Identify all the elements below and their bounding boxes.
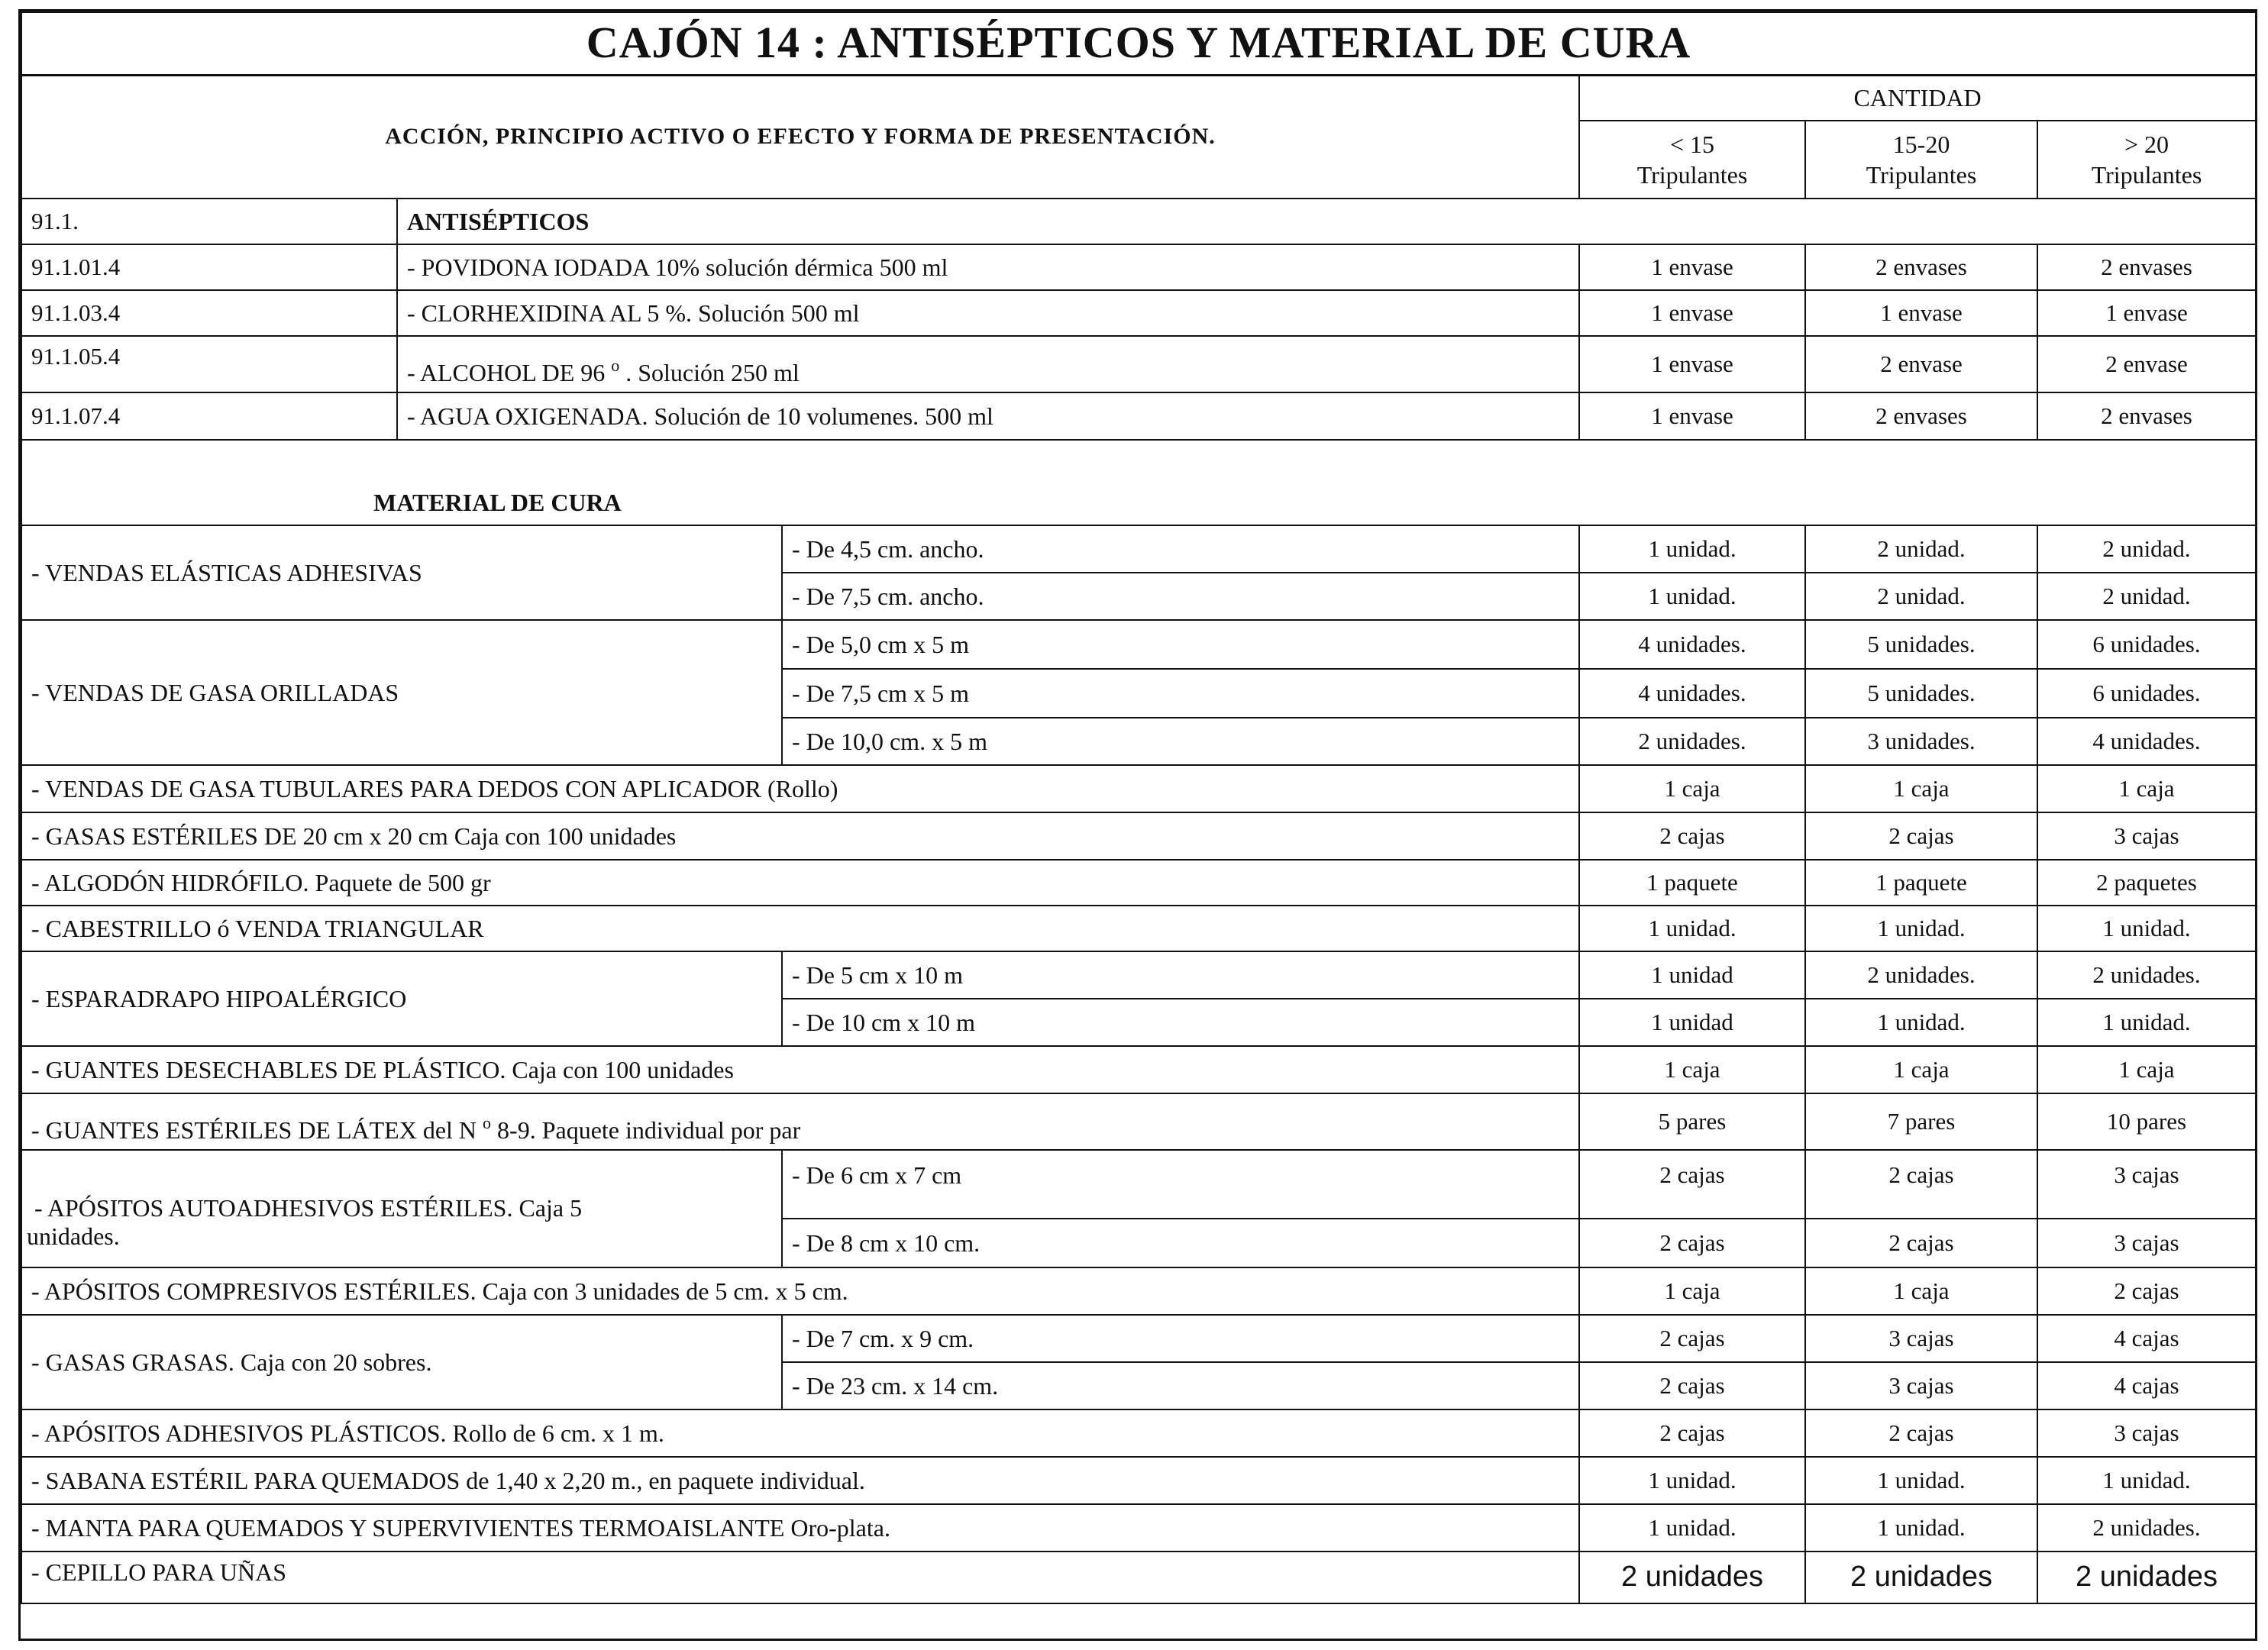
item-name: - VENDAS ELÁSTICAS ADHESIVAS (21, 525, 782, 620)
quantity-cell: 2 unidad. (1805, 573, 2037, 620)
quantity-cell: 4 unidades. (1579, 669, 1805, 718)
quantity-cell: 1 caja (1579, 765, 1805, 812)
item-size: - De 8 cm x 10 cm. (782, 1219, 1579, 1267)
quantity-cell: 1 unidad. (2037, 999, 2256, 1046)
quantity-cell: 1 unidad. (1579, 1504, 1805, 1552)
item-description: - GUANTES DESECHABLES DE PLÁSTICO. Caja con 100 unidades (21, 1046, 1579, 1093)
quantity-cell: 1 unidad (1579, 999, 1805, 1046)
quantity-cell: 3 cajas (2037, 1219, 2256, 1267)
quantity-cell: 2 cajas (1579, 1409, 1805, 1457)
table-row (21, 336, 2256, 392)
quantity-cell: 1 paquete (1579, 860, 1805, 906)
item-description: - VENDAS DE GASA TUBULARES PARA DEDOS CON APLICADOR (Rollo) (21, 765, 1579, 812)
quantity-cell: 4 unidades. (2037, 718, 2256, 765)
quantity-cell: 2 cajas (1805, 1150, 2037, 1219)
quantity-cell: 4 cajas (2037, 1362, 2256, 1409)
quantity-cell: 1 caja (2037, 1046, 2256, 1093)
quantity-cell: 7 pares (1805, 1093, 2037, 1150)
table-row (21, 1315, 2256, 1362)
quantity-cell: 2 cajas (1805, 1409, 2037, 1457)
item-size: - De 7,5 cm. ancho. (782, 573, 1579, 620)
quantity-cell: 1 envase (1805, 290, 2037, 336)
column-header-accion: ACCIÓN, PRINCIPIO ACTIVO O EFECTO Y FORMA DE PRESENTACIÓN. (21, 75, 1579, 199)
quantity-cell: 5 unidades. (1805, 620, 2037, 669)
quantity-cell: 2 cajas (1579, 1362, 1805, 1409)
inventory-table (21, 11, 2257, 1604)
table-row (21, 1267, 2256, 1315)
item-size: - De 6 cm x 7 cm (782, 1150, 1579, 1219)
section-label-antisepticos: ANTISÉPTICOS (397, 199, 2256, 244)
table-row (21, 765, 2256, 812)
item-description: - ALCOHOL DE 96 $^o$ . Solución 250 ml (397, 336, 1579, 392)
item-size: - De 5 cm x 10 m (782, 951, 1579, 999)
column-header-cantidad: CANTIDAD (1579, 75, 2256, 121)
table-row (21, 1409, 2256, 1457)
table-row (21, 525, 2256, 573)
item-code: 91.1.03.4 (21, 290, 397, 336)
quantity-cell: 2 unidad. (1805, 525, 2037, 573)
quantity-cell: 1 unidad. (1579, 573, 1805, 620)
quantity-cell: 1 unidad. (1579, 1457, 1805, 1504)
quantity-cell: 2 unidad. (2037, 525, 2256, 573)
item-description: - CEPILLO PARA UÑAS (21, 1552, 1579, 1603)
quantity-cell: 1 caja (1805, 1046, 2037, 1093)
table-row (21, 906, 2256, 951)
quantity-cell: 2 envases (2037, 392, 2256, 440)
quantity-cell: 1 unidad. (1805, 999, 2037, 1046)
item-name: - ESPARADRAPO HIPOALÉRGICO (21, 951, 782, 1046)
column-header-15-20: 15-20 Tripulantes (1805, 121, 2037, 199)
table-row (21, 1093, 2256, 1150)
item-name: - APÓSITOS AUTOADHESIVOS ESTÉRILES. Caja 5 unidades. (21, 1150, 782, 1267)
quantity-cell: 1 envase (1579, 392, 1805, 440)
item-size: - De 23 cm. x 14 cm. (782, 1362, 1579, 1409)
item-description: - GUANTES ESTÉRILES DE LÁTEX del N $^o$ 8-9. Paquete individual por par (21, 1093, 1579, 1150)
quantity-cell: 1 unidad. (2037, 1457, 2256, 1504)
table-row (21, 812, 2256, 860)
item-code: 91.1.05.4 (21, 336, 397, 392)
quantity-cell: 2 unidades (2037, 1552, 2256, 1603)
item-description: - SABANA ESTÉRIL PARA QUEMADOS de 1,40 x 2,20 m., en paquete individual. (21, 1457, 1579, 1504)
section-code: 91.1. (21, 199, 397, 244)
quantity-cell: 1 envase (2037, 290, 2256, 336)
table-row (21, 860, 2256, 906)
column-header-lt15: < 15 Tripulantes (1579, 121, 1805, 199)
quantity-cell: 2 unidades. (1579, 718, 1805, 765)
quantity-cell: 2 envase (1805, 336, 2037, 392)
item-size: - De 4,5 cm. ancho. (782, 525, 1579, 573)
table-row (21, 1457, 2256, 1504)
item-size: - De 7,5 cm x 5 m (782, 669, 1579, 718)
quantity-cell: 2 envases (1805, 392, 2037, 440)
quantity-cell: 6 unidades. (2037, 669, 2256, 718)
item-description: - CLORHEXIDINA AL 5 %. Solución 500 ml (397, 290, 1579, 336)
table-row (21, 951, 2256, 999)
quantity-cell: 3 cajas (1805, 1362, 2037, 1409)
quantity-cell: 2 unidades (1805, 1552, 2037, 1603)
quantity-cell: 3 cajas (2037, 812, 2256, 860)
item-size: - De 5,0 cm x 5 m (782, 620, 1579, 669)
quantity-cell: 3 unidades. (1805, 718, 2037, 765)
column-header-gt20: > 20 Tripulantes (2037, 121, 2256, 199)
quantity-cell: 3 cajas (2037, 1409, 2256, 1457)
table-row (21, 244, 2256, 290)
quantity-cell: 2 unidad. (2037, 573, 2256, 620)
quantity-cell: 1 unidad. (1805, 906, 2037, 951)
section-label-material: MATERIAL DE CURA (21, 440, 2256, 525)
quantity-cell: 1 caja (2037, 765, 2256, 812)
item-description: - POVIDONA IODADA 10% solución dérmica 500 ml (397, 244, 1579, 290)
item-description: - APÓSITOS ADHESIVOS PLÁSTICOS. Rollo de 6 cm. x 1 m. (21, 1409, 1579, 1457)
quantity-cell: 2 cajas (1579, 1219, 1805, 1267)
item-description: - AGUA OXIGENADA. Solución de 10 volumenes. 500 ml (397, 392, 1579, 440)
item-size: - De 10 cm x 10 m (782, 999, 1579, 1046)
table-row (21, 1552, 2256, 1603)
table-row (21, 1504, 2256, 1552)
quantity-cell: 2 cajas (1805, 812, 2037, 860)
quantity-cell: 1 envase (1579, 336, 1805, 392)
quantity-cell: 2 cajas (1579, 1315, 1805, 1362)
item-size: - De 7 cm. x 9 cm. (782, 1315, 1579, 1362)
quantity-cell: 6 unidades. (2037, 620, 2256, 669)
item-name: - GASAS GRASAS. Caja con 20 sobres. (21, 1315, 782, 1409)
quantity-cell: 2 unidades. (2037, 1504, 2256, 1552)
quantity-cell: 1 unidad (1579, 951, 1805, 999)
degree-sign: o (483, 1113, 492, 1133)
quantity-cell: 10 pares (2037, 1093, 2256, 1150)
quantity-cell: 1 unidad. (1579, 525, 1805, 573)
quantity-cell: 2 paquetes (2037, 860, 2256, 906)
quantity-cell: 1 envase (1579, 244, 1805, 290)
quantity-cell: 2 envases (2037, 244, 2256, 290)
table-row (21, 1046, 2256, 1093)
inventory-sheet (18, 9, 2257, 1641)
quantity-cell: 1 unidad. (1805, 1504, 2037, 1552)
page-title: CAJÓN 14 : ANTISÉPTICOS Y MATERIAL DE CURA (21, 12, 2256, 75)
quantity-cell: 1 unidad. (1805, 1457, 2037, 1504)
quantity-cell: 1 caja (1579, 1267, 1805, 1315)
item-description: - CABESTRILLO ó VENDA TRIANGULAR (21, 906, 1579, 951)
table-row (21, 392, 2256, 440)
quantity-cell: 1 unidad. (1579, 906, 1805, 951)
item-description: - MANTA PARA QUEMADOS Y SUPERVIVIENTES TERMOAISLANTE Oro-plata. (21, 1504, 1579, 1552)
item-code: 91.1.07.4 (21, 392, 397, 440)
quantity-cell: 2 cajas (1579, 1150, 1805, 1219)
quantity-cell: 5 pares (1579, 1093, 1805, 1150)
quantity-cell: 2 cajas (1805, 1219, 2037, 1267)
quantity-cell: 1 paquete (1805, 860, 2037, 906)
quantity-cell: 2 envases (1805, 244, 2037, 290)
quantity-cell: 1 unidad. (2037, 906, 2256, 951)
item-name: - VENDAS DE GASA ORILLADAS (21, 620, 782, 765)
item-description: - ALGODÓN HIDRÓFILO. Paquete de 500 gr (21, 860, 1579, 906)
item-description: - APÓSITOS COMPRESIVOS ESTÉRILES. Caja con 3 unidades de 5 cm. x 5 cm. (21, 1267, 1579, 1315)
quantity-cell: 2 envase (2037, 336, 2256, 392)
quantity-cell: 2 unidades. (2037, 951, 2256, 999)
item-description: - GASAS ESTÉRILES DE 20 cm x 20 cm Caja con 100 unidades (21, 812, 1579, 860)
table-row (21, 620, 2256, 669)
quantity-cell: 1 envase (1579, 290, 1805, 336)
degree-sign: o (611, 356, 620, 376)
quantity-cell: 2 cajas (2037, 1267, 2256, 1315)
quantity-cell: 2 unidades (1579, 1552, 1805, 1603)
item-size: - De 10,0 cm. x 5 m (782, 718, 1579, 765)
quantity-cell: 3 cajas (1805, 1315, 2037, 1362)
quantity-cell: 1 caja (1579, 1046, 1805, 1093)
quantity-cell: 4 unidades. (1579, 620, 1805, 669)
table-row (21, 290, 2256, 336)
quantity-cell: 2 cajas (1579, 812, 1805, 860)
quantity-cell: 4 cajas (2037, 1315, 2256, 1362)
quantity-cell: 2 unidades. (1805, 951, 2037, 999)
quantity-cell: 1 caja (1805, 1267, 2037, 1315)
table-row (21, 1150, 2256, 1219)
quantity-cell: 3 cajas (2037, 1150, 2256, 1219)
item-code: 91.1.01.4 (21, 244, 397, 290)
quantity-cell: 5 unidades. (1805, 669, 2037, 718)
quantity-cell: 1 caja (1805, 765, 2037, 812)
